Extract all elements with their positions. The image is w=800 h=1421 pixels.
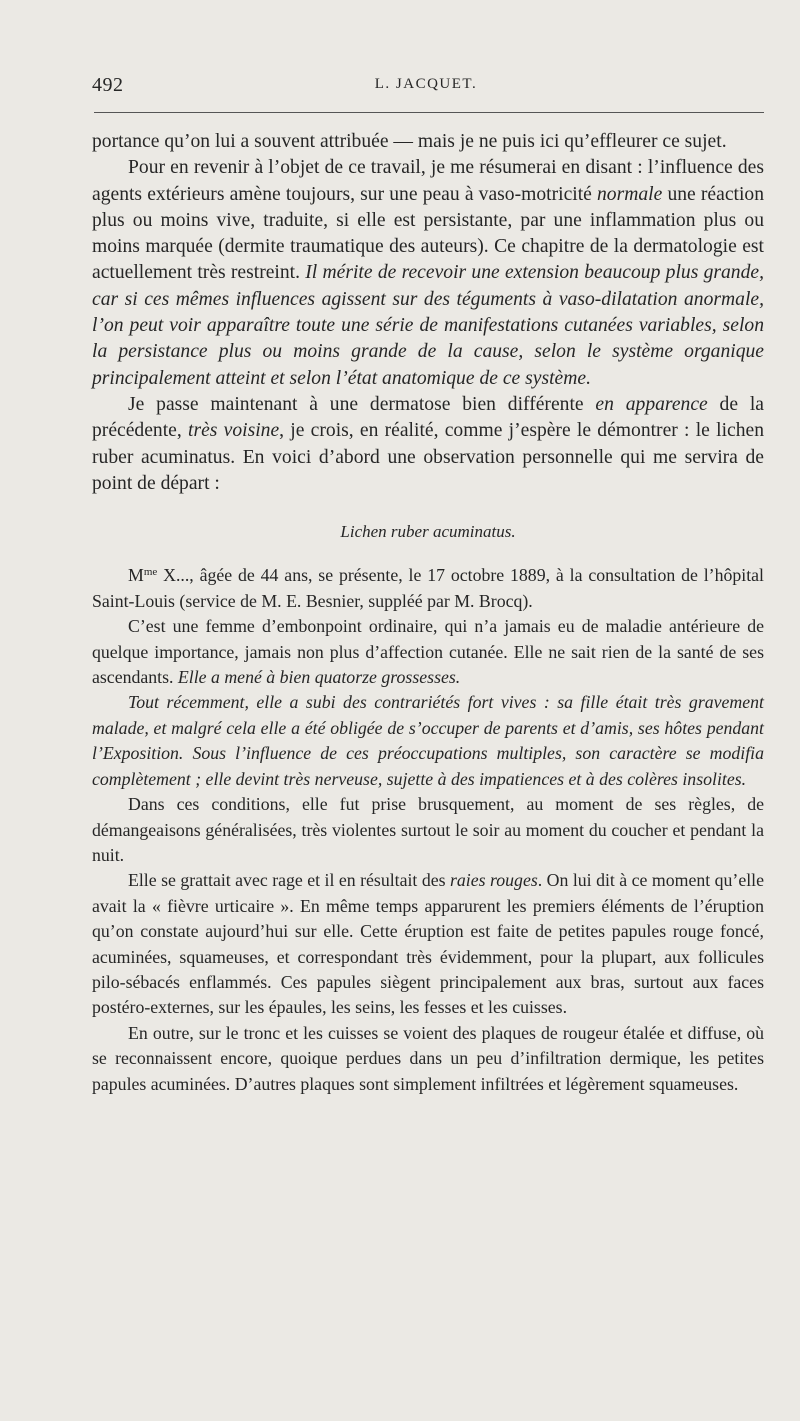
- paragraph: portance qu’on lui a souvent attribuée — mais je ne puis ici qu’effleurer ce sujet.: [92, 131, 727, 152]
- page-number: 492: [92, 74, 124, 96]
- body-text: [92, 129, 764, 1097]
- running-head: L. JACQUET.: [374, 76, 478, 92]
- section-subtitle: Lichen ruber acuminatus.: [340, 522, 516, 542]
- page-header: [92, 74, 760, 102]
- paragraph: Je passe maintenant à une dermatose bien différente en apparence de la précédente, très voisine, je crois, en réalité, comme j’espère le démontrer : le lichen ruber acuminatus. En voici d’abord une observation personnelle qui me servira de point de départ :: [92, 393, 765, 494]
- paragraph: $M^{me}$ X..., âgée de 44 ans, se présente, le 17 octobre 1889, à la consultation de l’hôpital Saint-Louis (service de M. E. Besnier, suppléé par M. Brocq).: [92, 565, 764, 611]
- paragraph: Pour en revenir à l’objet de ce travail, je me résumerai en disant : l’influence des agents extérieurs amène toujours, sur une peau à vaso-motricité normale une réaction plus ou moins vive, traduite, si elle est persistante, par une inflammation plus ou moins marquée (dermite traumatique des auteurs). Ce chapitre de la dermatologie est actuellement très restreint. Il mérite de recevoir une extension beaucoup plus grande, car si ces mêmes influences agissent sur des téguments à vaso-dilatation anormale, l’on peut voir apparaître toute une série de manifestations cutanées variables, selon la persistance plus ou moins grande de la cause, selon le système organique principalement atteint et selon l’état anatomique de ce système.: [92, 157, 764, 389]
- paragraph: En outre, sur le tronc et les cuisses se voient des plaques de rougeur étalée et diffuse, où se reconnaissent encore, quoique perdues dans un peu d’infiltration dermique, les petites papules acuminées. D’autres plaques sont simplement infiltrées et légèrement squameuses.: [92, 1022, 764, 1094]
- paragraph: Elle se grattait avec rage et il en résultait des raies rouges. On lui dit à ce moment qu’elle avait la « fièvre urticaire ». En même temps apparurent les premiers éléments de l’éruption qu’on constate aujourd’hui sur elle. Cette éruption est faite de petites papules rouge foncé, acuminées, squameuses, et correspondant très évidemment, pour la plupart, aux follicules pilo-sébacés enflammés. Ces papules siègent principalement aux bras, surtout aux faces postéro-externes, sur les épaules, les seins, les fesses et les cuisses.: [92, 870, 764, 1018]
- paragraph: Dans ces conditions, elle fut prise brusquement, au moment de ses règles, de démangeaisons généralisées, très violentes surtout le soir au moment du coucher et pendant la nuit.: [92, 794, 764, 865]
- observation: [92, 563, 764, 1097]
- header-rule: [94, 112, 764, 113]
- paragraph: Tout récemment, elle a subi des contrariétés fort vives : sa fille était très gravement malade, et malgré cela elle a été obligée de s’occuper de parents et d’amis, ses hôtes pendant l’Exposition. Sous l’influence de ces préoccupations multiples, son caractère se modifia complètement ; elle devint très nerveuse, sujette à des impatiences et à des colères insolites.: [92, 692, 764, 789]
- paragraph: C’est une femme d’embonpoint ordinaire, qui n’a jamais eu de maladie antérieure de quelque importance, jamais non plus d’affection cutanée. Elle ne sait rien de la santé de ses ascendants. Elle a mené à bien quatorze grossesses.: [92, 616, 764, 688]
